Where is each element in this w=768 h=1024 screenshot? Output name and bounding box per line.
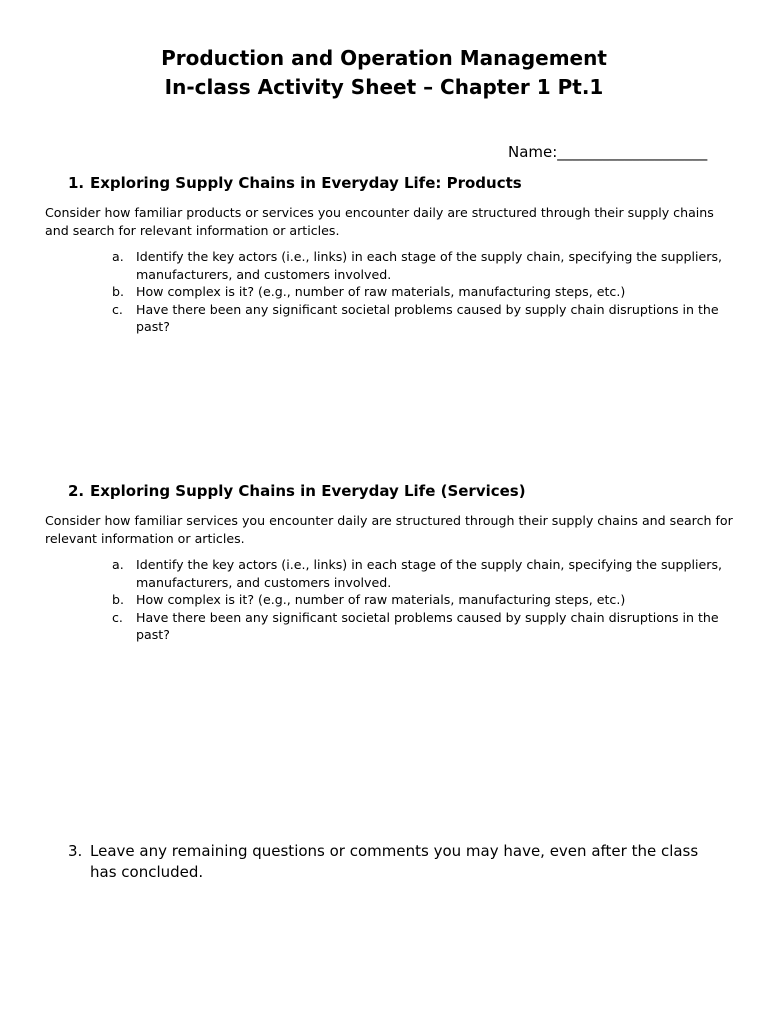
section-1-heading — [68, 173, 522, 193]
list-marker: c. — [112, 301, 123, 317]
list-item — [112, 556, 742, 591]
list-item — [112, 609, 742, 644]
list-marker: a. — [112, 557, 124, 572]
list-item-text: Have there been any significant societal problems caused by supply chain disruptions in the past? — [136, 301, 719, 334]
document-title: Production and Operation Management — [161, 46, 607, 70]
list-item — [112, 248, 742, 283]
section-number: 3. — [68, 842, 83, 860]
section-3-question — [68, 841, 728, 883]
list-item-text: Identify the key actors (i.e., links) in each stage of the supply chain, specifying the suppliers, manufacturers, and customers involved. — [136, 249, 723, 282]
list-item-text: Have there been any significant societal problems caused by supply chain disruptions in the past? — [136, 609, 719, 642]
list-item-text: Identify the key actors (i.e., links) in each stage of the supply chain, specifying the suppliers, manufacturers, and customers involved. — [136, 557, 723, 590]
section-2-heading — [68, 481, 526, 501]
name-field-label: Name:____________________ — [508, 143, 708, 161]
section-title: Exploring Supply Chains in Everyday Life (Services) — [90, 482, 526, 500]
list-item-text: How complex is it? (e.g., number of raw materials, manufacturing steps, etc.) — [136, 592, 626, 607]
section-1-intro: Consider how familiar products or services you encounter daily are structured through their supply chains and search for relevant information or articles. — [45, 205, 714, 238]
document-subtitle: In-class Activity Sheet – Chapter 1 Pt.1 — [164, 75, 604, 99]
section-number: 1. — [68, 174, 85, 192]
list-item — [112, 591, 742, 609]
list-item — [112, 283, 742, 301]
list-item-text: How complex is it? (e.g., number of raw materials, manufacturing steps, etc.) — [136, 284, 626, 299]
section-2-intro: Consider how familiar services you encounter daily are structured through their supply chains and search for relevant information or articles. — [45, 513, 733, 546]
list-marker: b. — [112, 592, 124, 607]
section-2-question-list — [112, 556, 742, 644]
list-item — [112, 301, 742, 336]
section-number: 2. — [68, 482, 85, 500]
list-marker: b. — [112, 284, 124, 299]
list-marker: c. — [112, 609, 123, 625]
section-1-question-list — [112, 248, 742, 336]
list-marker: a. — [112, 249, 124, 264]
section-3-text: Leave any remaining questions or comments you may have, even after the class has concluded. — [90, 842, 699, 881]
section-title: Exploring Supply Chains in Everyday Life: Products — [90, 174, 522, 192]
